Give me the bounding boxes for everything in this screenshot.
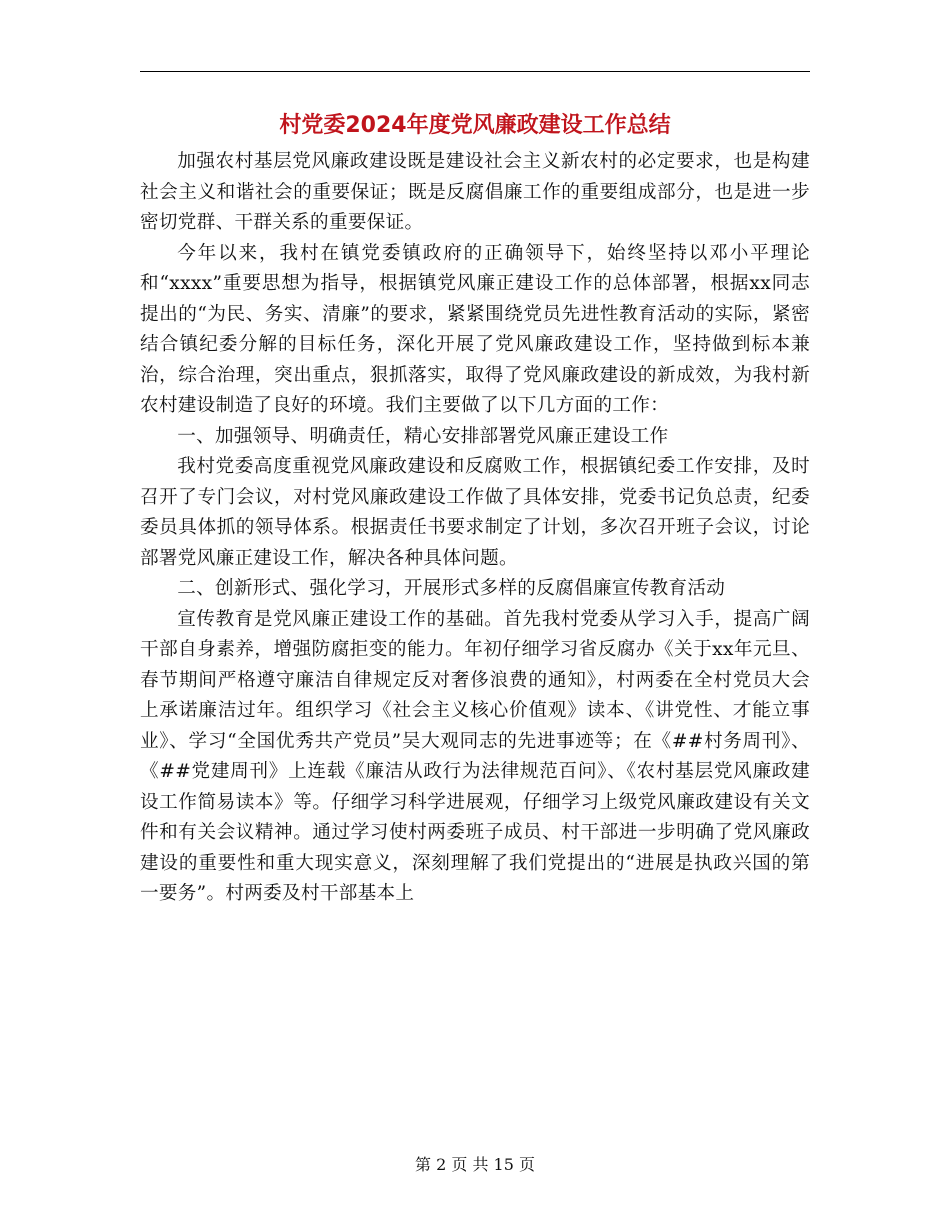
paragraph-intro: 加强农村基层党风廉政建设既是建设社会主义新农村的必定要求，也是构建社会主义和谐社会的重要保证；既是反腐倡廉工作的重要组成部分，也是进一步密切党群、干群关系的重要保证。: [140, 151, 810, 233]
document-body: [140, 147, 810, 910]
paragraph-overview: 今年以来，我村在镇党委镇政府的正确领导下，始终坚持以邓小平理论和“xxxx”重要思想为指导，根据镇党风廉正建设工作的总体部署，根据xx同志提出的“为民、务实、清廉”的要求，紧紧围绕党员先进性教育活动的实际，紧密结合镇纪委分解的目标任务，深化开展了党风廉政建设工作，坚持做到标本兼治，综合治理，突出重点，狠抓落实，取得了党风廉政建设的新成效，为我村新农村建设制造了良好的环境。我们主要做了以下几方面的工作：: [140, 242, 810, 416]
header-rule: [140, 71, 810, 72]
paragraph-section-2: 宣传教育是党风廉正建设工作的基础。首先我村党委从学习入手，提高广阔干部自身素养，增强防腐拒变的能力。年初仔细学习省反腐办《关于xx年元旦、春节期间严格遵守廉洁自律规定反对奢侈浪费的通知》，村两委在全村党员大会上承诺廉洁过年。组织学习《社会主义核心价值观》读本、《讲党性、才能立事业》、学习“全国优秀共产党员”吴大观同志的先进事迹等；在《##村务周刊》、《##党建周刊》上连载《廉洁从政行为法律规范百问》、《农村基层党风廉政建设工作简易读本》等。仔细学习科学进展观，仔细学习上级党风廉政建设有关文件和有关会议精神。通过学习使村两委班子成员、村干部进一步明确了党风廉政建设的重要性和重大现实意义，深刻理解了我们党提出的“进展是执政兴国的第一要务”。村两委及村干部基本上: [140, 608, 810, 904]
document-title: 村党委2024年度党风廉政建设工作总结: [279, 113, 671, 138]
section-heading-1: 一、加强领导、明确责任，精心安排部署党风廉正建设工作: [177, 425, 669, 447]
section-heading-2: 二、创新形式、强化学习，开展形式多样的反腐倡廉宣传教育活动: [177, 578, 726, 599]
paragraph-section-1: 我村党委高度重视党风廉政建设和反腐败工作，根据镇纪委工作安排，及时召开了专门会议，对村党风廉政建设工作做了具体安排，党委书记负总责，纪委委员具体抓的领导体系。根据责任书要求制定了计划，多次召开班子会议，讨论部署党风廉正建设工作，解决各种具体问题。: [140, 456, 810, 569]
page-number: 第 2 页 共 15 页: [415, 1155, 535, 1174]
